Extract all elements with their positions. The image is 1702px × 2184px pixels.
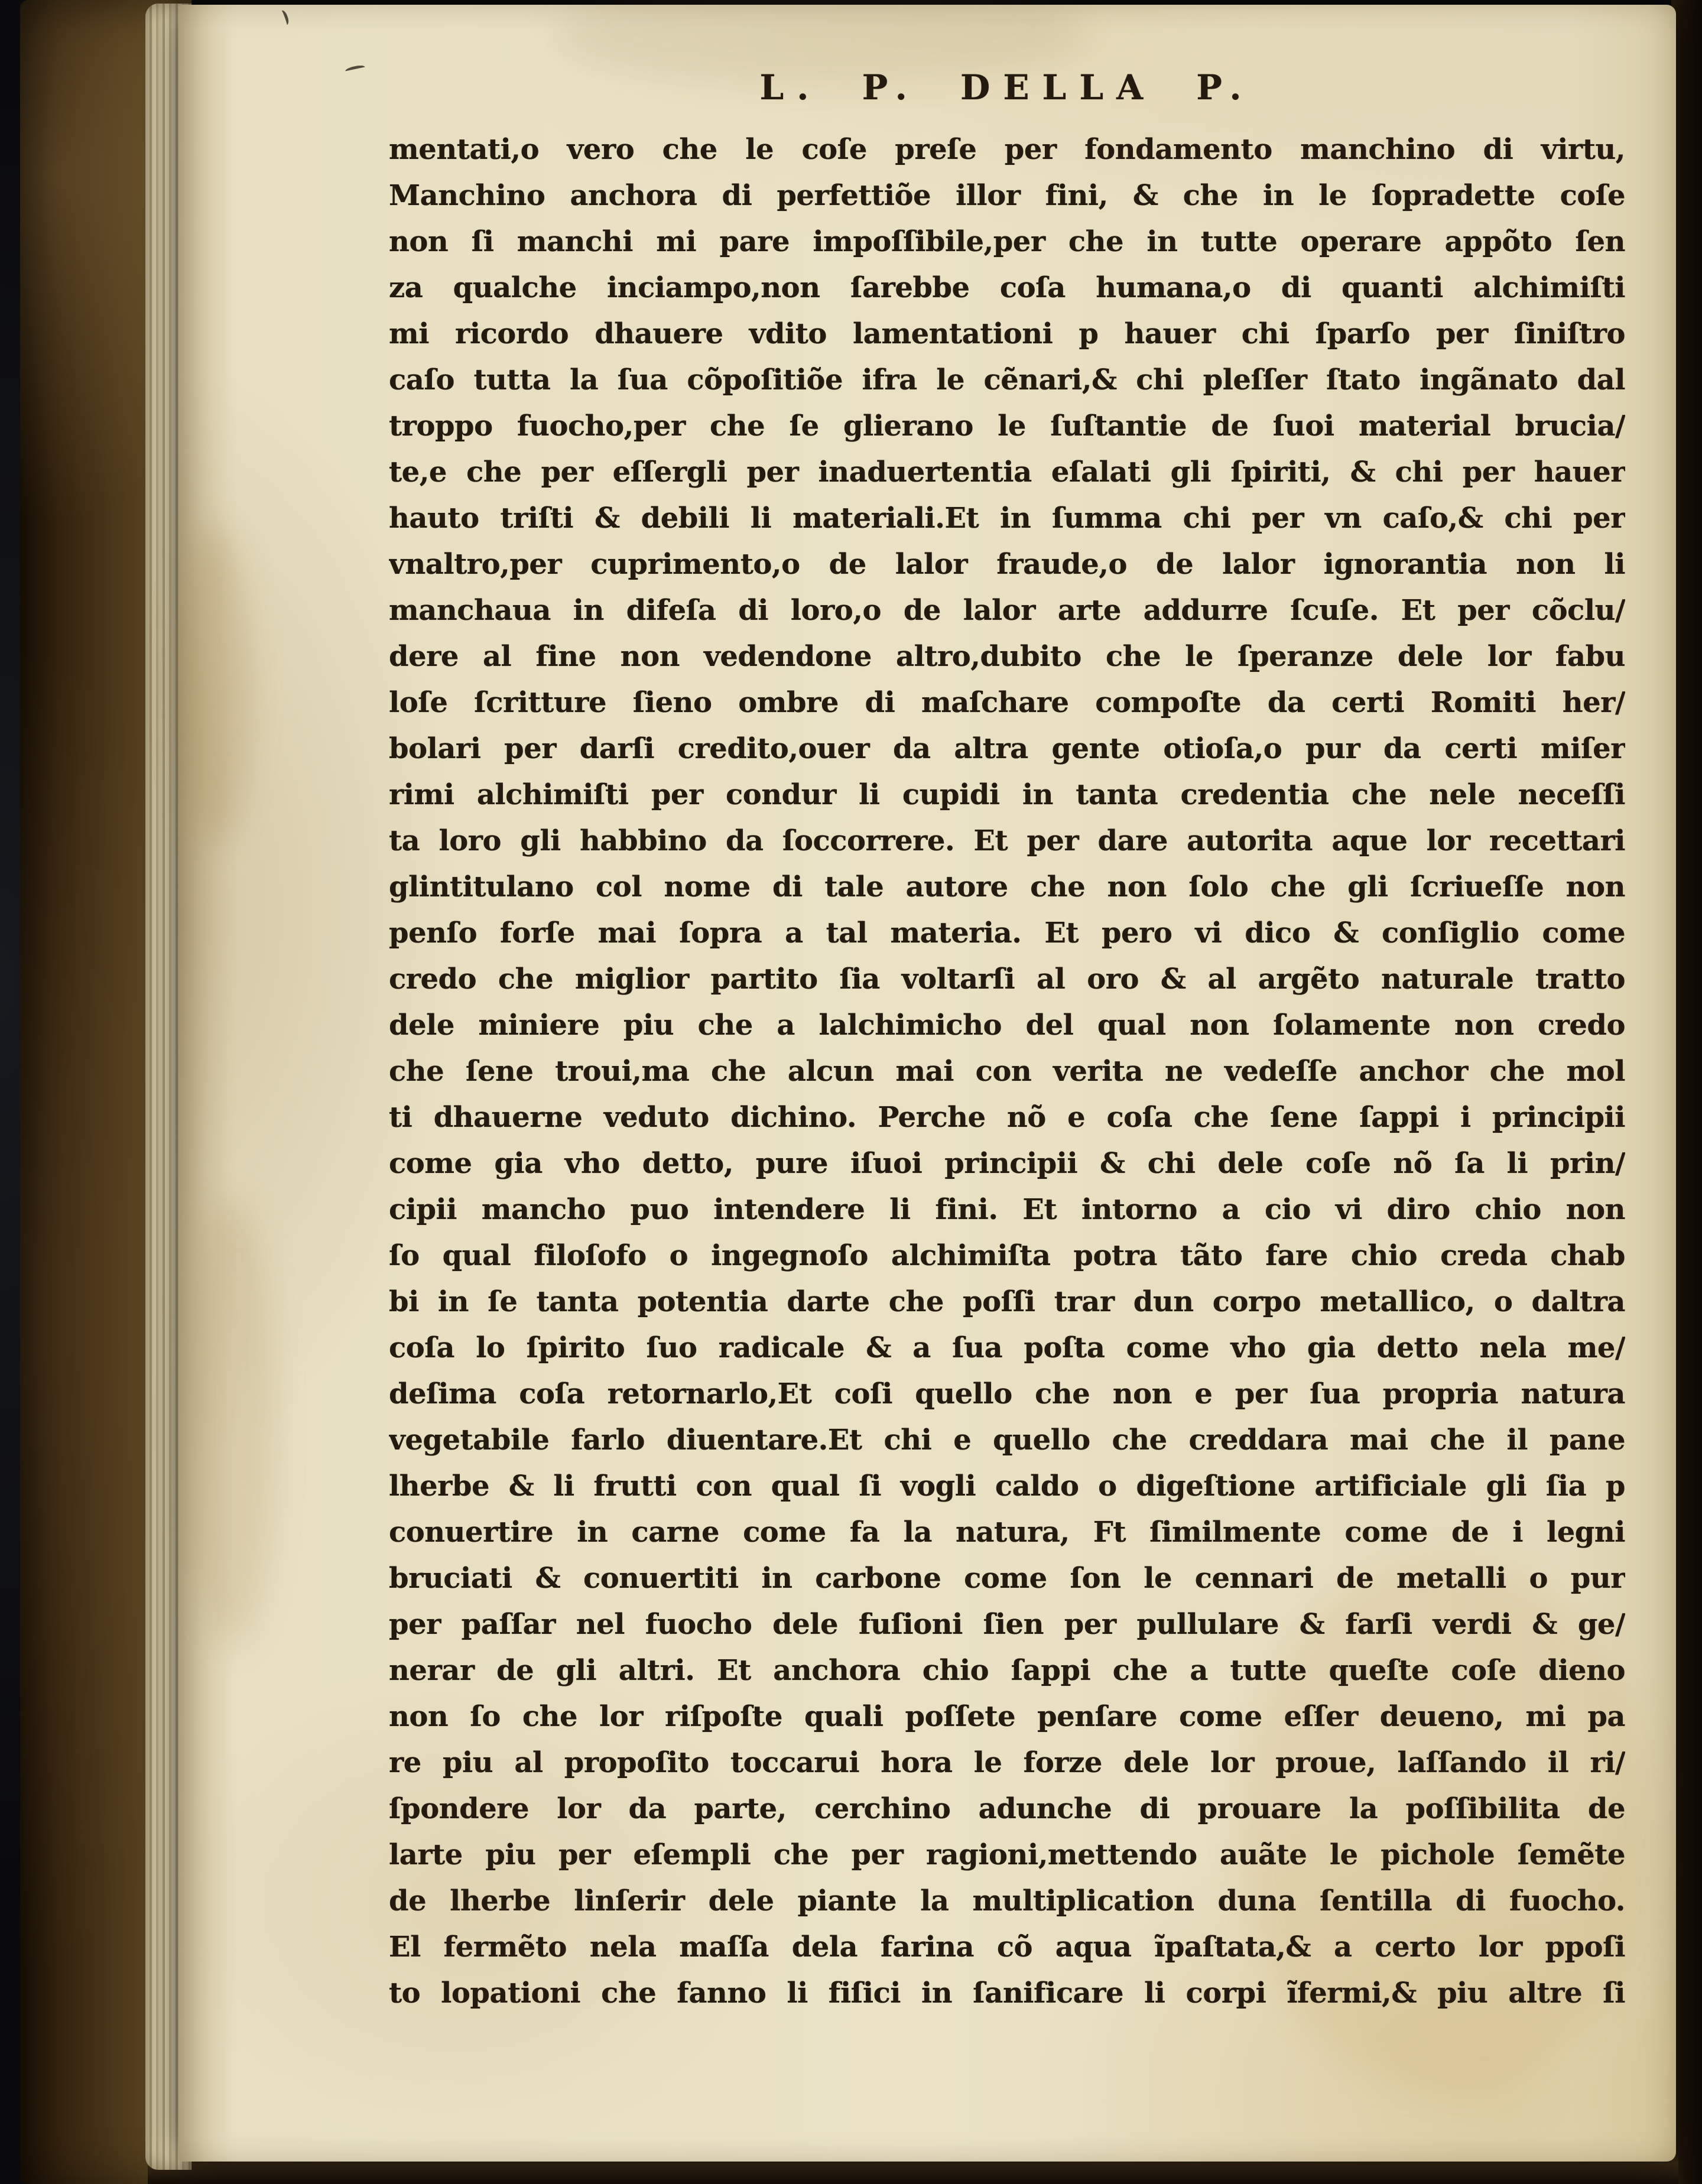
running-header: L. P. DELLA P. — [759, 67, 1255, 108]
text-line: bolari per darſi credito,ouer da altra gente otioſa,o pur da certi miſer — [389, 732, 1625, 765]
text-line: non ſo che lor riſpoſte quali poſſete penſare come eſſer deueno, mi pa — [389, 1700, 1625, 1733]
text-line: bruciati & conuertiti in carbone come ſon le cennari de metalli o pur — [389, 1562, 1625, 1595]
text-line: rimi alchimiſti per condur li cupidi in tanta credentia che nele neceſſi — [389, 778, 1625, 811]
text-line: credo che miglior partito ſia voltarſi al oro & al argẽto naturale tratto — [389, 963, 1625, 996]
text-line: coſa lo ſpirito ſuo radicale & a ſua poſta come vho gia detto nela me/ — [389, 1331, 1625, 1364]
paper-stain — [187, 1198, 275, 1647]
text-line: larte piu per eſempli che per ragioni,mettendo auãte le pichole ſemẽte — [389, 1838, 1625, 1871]
text-line: re piu al propoſito toccarui hora le forze dele lor proue, laſſando il ri/ — [389, 1746, 1625, 1779]
text-line: dere al fine non vedendone altro,dubito che le ſperanze dele lor fabu — [389, 640, 1625, 673]
paper-stain — [180, 525, 251, 844]
text-line: nerar de gli altri. Et anchora chio ſappi che a tutte queſte coſe dieno — [389, 1654, 1625, 1687]
text-line: ta loro gli habbino da ſoccorrere. Et per dare autorita aque lor recettari — [389, 824, 1625, 857]
text-line: loſe ſcritture ſieno ombre di maſchare compoſte da certi Romiti her/ — [389, 686, 1625, 719]
text-line: come gia vho detto, pure iſuoi principii & chi dele coſe nõ ſa li prin/ — [389, 1147, 1625, 1180]
text-line: non ſi manchi mi pare impoſſibile,per che in tutte operare appõto ſen — [389, 225, 1625, 258]
text-line: to lopationi che fanno li fiſici in ſanificare li corpi ĩfermi,& piu altre ſi — [389, 1977, 1625, 2010]
text-line: glintitulano col nome di tale autore che non ſolo che gli ſcriueſſe non — [389, 870, 1625, 904]
text-line: ſo qual filoſofo o ingegnoſo alchimiſta potra tãto fare chio creda chab — [389, 1239, 1625, 1272]
text-line: deſima coſa retornarlo,Et coſi quello che non e per ſua propria natura — [389, 1377, 1625, 1410]
text-line: mentati,o vero che le coſe preſe per fondamento manchino di virtu, — [389, 133, 1625, 166]
text-line: dele miniere piu che a lalchimicho del qual non ſolamente non credo — [389, 1009, 1625, 1042]
book-page — [178, 5, 1676, 2162]
text-block — [389, 126, 1625, 2016]
text-line: vegetabile farlo diuentare.Et chi e quello che creddara mai che il pane — [389, 1424, 1625, 1457]
text-line: hauto triſti & debili li materiali.Et in ſumma chi per vn caſo,& chi per — [389, 502, 1625, 535]
text-line: ſpondere lor da parte, cerchino adunche di prouare la poſſibilita de — [389, 1792, 1625, 1825]
text-line: troppo fuocho,per che ſe glierano le ſuſtantie de ſuoi material brucia/ — [389, 410, 1625, 443]
text-line: cipii mancho puo intendere li fini. Et intorno a cio vi diro chio non — [389, 1193, 1625, 1226]
text-line: manchaua in difeſa di loro,o de lalor arte addurre ſcuſe. Et per cõclu/ — [389, 594, 1625, 627]
text-line: per paſſar nel fuocho dele fuſioni ſien per pullulare & farſi verdi & ge/ — [389, 1608, 1625, 1641]
text-line: te,e che per eſſergli per inaduertentia eſalati gli ſpiriti, & chi per hauer — [389, 456, 1625, 489]
text-line: lherbe & li frutti con qual ſi vogli caldo o digeſtione artificiale gli ſia p — [389, 1470, 1625, 1503]
ink-mark — [345, 64, 365, 74]
text-line: caſo tutta la ſua cõpoſitiõe ifra le cẽnari,& chi pleſſer ſtato ingãnato dal — [389, 363, 1625, 396]
text-line: de lherbe linſerir dele piante la multiplication duna ſentilla di fuocho. — [389, 1884, 1625, 1918]
ink-mark — [278, 9, 290, 27]
text-line: Manchino anchora di perfettiõe illor fini, & che in le ſopradette coſe — [389, 179, 1625, 212]
text-line: vnaltro,per cuprimento,o de lalor fraude,o de lalor ignorantia non li — [389, 548, 1625, 581]
text-line: za qualche inciampo,non ſarebbe coſa humana,o di quanti alchimiſti — [389, 271, 1625, 304]
text-line: conuertire in carne come fa la natura, Ft ſimilmente come de i legni — [389, 1516, 1625, 1549]
text-line: El fermẽto nela maſſa dela farina cõ aqua ĩpaſtata,& a certo lor ppoſi — [389, 1930, 1625, 1964]
text-line: che ſene troui,ma che alcun mai con verita ne vedeſſe anchor che mol — [389, 1055, 1625, 1088]
text-line: penſo forſe mai ſopra a tal materia. Et pero vi dico & conſiglio come — [389, 916, 1625, 950]
text-line: bi in ſe tanta potentia darte che poſſi trar dun corpo metallico, o daltra — [389, 1285, 1625, 1318]
text-line: mi ricordo dhauere vdito lamentationi p hauer chi ſparſo per ſiniſtro — [389, 317, 1625, 350]
text-line: ti dhauerne veduto dichino. Perche nõ e coſa che ſene ſappi i principii — [389, 1101, 1625, 1134]
